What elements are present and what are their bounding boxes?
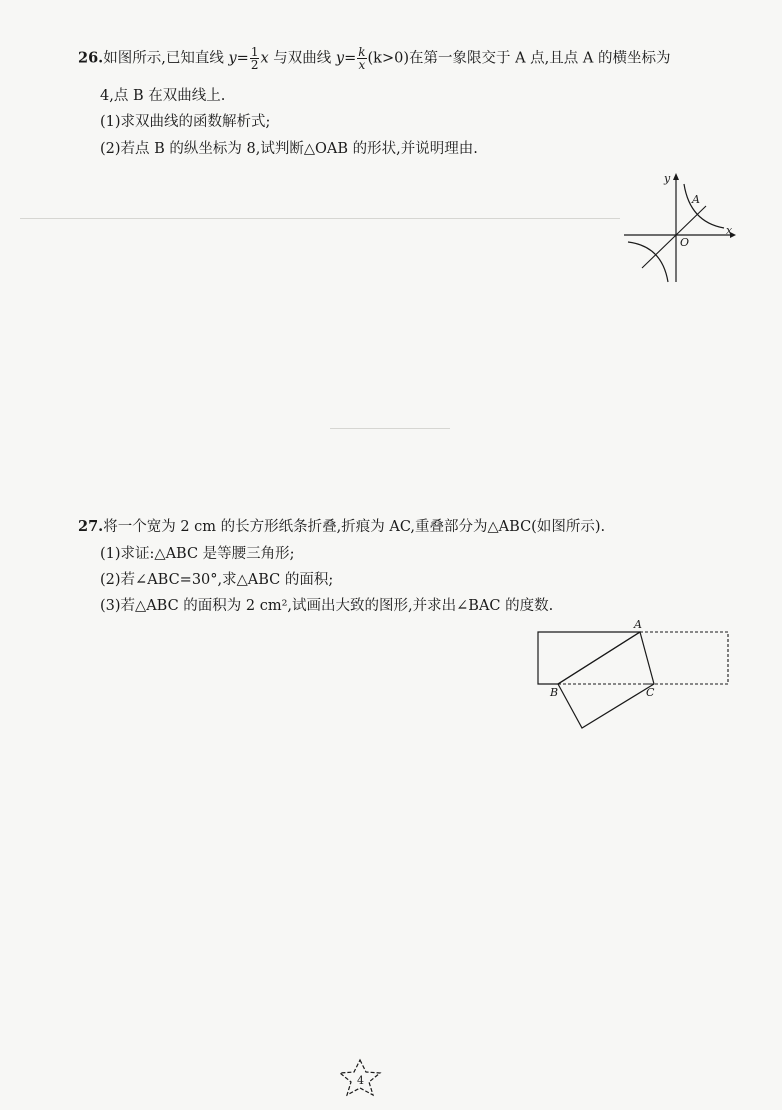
q26-eq1: = bbox=[236, 50, 249, 67]
q26-text-a: 如图所示,已知直线 bbox=[103, 50, 224, 67]
q26-number: 26. bbox=[78, 49, 104, 67]
label-b: B bbox=[550, 686, 559, 699]
q26-y2: y bbox=[335, 50, 345, 67]
q27-part1: (1)求证:△ABC 是等腰三角形; bbox=[100, 546, 295, 562]
label-y: y bbox=[664, 172, 671, 185]
q26-line1 bbox=[78, 46, 670, 71]
q26-text-c: (k>0)在第一象限交于 A 点,且点 A 的横坐标为 bbox=[367, 50, 671, 67]
label-o: O bbox=[680, 236, 690, 249]
q26-text-b: 与双曲线 bbox=[273, 50, 332, 67]
q27-figure bbox=[530, 620, 740, 735]
strip-left-part bbox=[538, 632, 640, 684]
q26-part1: (1)求双曲线的函数解析式; bbox=[100, 114, 271, 130]
q26-y1: y bbox=[228, 50, 237, 67]
q26-frac2-den: x bbox=[358, 58, 366, 72]
q26-frac1-num: 1 bbox=[250, 45, 259, 59]
q26-figure bbox=[620, 170, 740, 290]
q26-frac1-den: 2 bbox=[250, 58, 259, 72]
q27-number: 27. bbox=[78, 518, 104, 535]
folded-part bbox=[558, 632, 654, 728]
q27-text: 将一个宽为 2 cm 的长方形纸条折叠,折痕为 AC,重叠部分为△ABC(如图所示). bbox=[103, 519, 606, 535]
q26-part2: (2)若点 B 的纵坐标为 8,试判断△OAB 的形状,并说明理由. bbox=[100, 141, 478, 157]
bleed-line bbox=[330, 428, 450, 429]
q26-fraction-half bbox=[250, 46, 260, 71]
strip-right-dashed bbox=[640, 632, 728, 684]
q27-part2: (2)若∠ABC=30°,求△ABC 的面积; bbox=[100, 572, 334, 588]
q26-frac2-num: k bbox=[358, 45, 366, 59]
q26-line2: 4,点 B 在双曲线上. bbox=[100, 88, 226, 104]
page-number-star bbox=[335, 1058, 385, 1098]
label-a: A bbox=[634, 618, 642, 631]
bleed-line bbox=[20, 218, 620, 219]
label-x: x bbox=[726, 224, 733, 237]
page-number: 4 bbox=[357, 1074, 364, 1087]
y-axis-arrow bbox=[673, 173, 679, 180]
q26-fraction-k-over-x bbox=[357, 46, 366, 71]
line-through-origin bbox=[642, 206, 706, 268]
q26-x1: x bbox=[260, 50, 269, 67]
label-a: A bbox=[692, 193, 700, 206]
label-c: C bbox=[646, 686, 655, 699]
q26-eq2: = bbox=[344, 50, 357, 67]
q27-line1 bbox=[78, 515, 605, 536]
q27-part3: (3)若△ABC 的面积为 2 cm²,试画出大致的图形,并求出∠BAC 的度数. bbox=[100, 598, 554, 614]
fold-line-ac bbox=[558, 632, 640, 684]
